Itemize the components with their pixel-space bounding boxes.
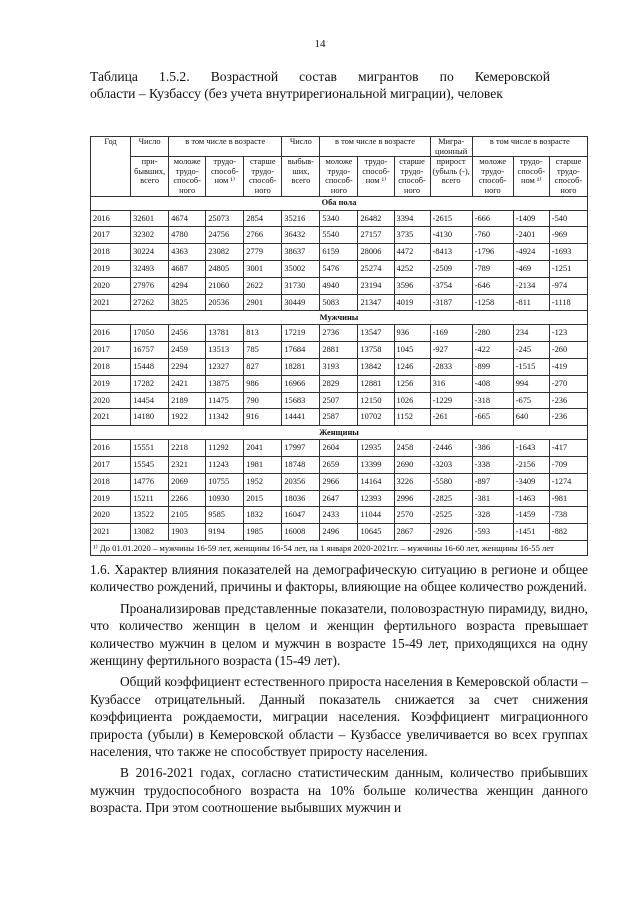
value-cell: 1246: [394, 358, 430, 375]
value-cell: 20356: [282, 473, 320, 490]
value-cell: 5476: [320, 260, 358, 277]
value-cell: 25274: [358, 260, 394, 277]
value-cell: 2901: [244, 294, 282, 311]
value-cell: 1152: [394, 409, 430, 426]
value-cell: 14454: [131, 392, 169, 409]
value-cell: -5580: [430, 473, 472, 490]
value-cell: 2587: [320, 409, 358, 426]
value-cell: 31730: [282, 277, 320, 294]
value-cell: 3001: [244, 260, 282, 277]
section-row: [91, 311, 588, 325]
value-cell: 21347: [358, 294, 394, 311]
value-cell: -2926: [430, 524, 472, 541]
value-cell: -1463: [513, 490, 549, 507]
value-cell: 18036: [282, 490, 320, 507]
value-cell: 11342: [206, 409, 244, 426]
value-cell: 10702: [358, 409, 394, 426]
paragraph: Общий коэффициент естественного прироста населения в Кемеровской области – Кузбассе отрицательный. Данный показатель снижается за счет снижения коэффициента рождаемости, миграции населения. Коэффициент миграционного прироста (убыли) в Кемеровской области – Кузбассе увеличивается во всех группах населения, что также не способствует приросту населения.: [90, 674, 588, 760]
value-cell: 11475: [206, 392, 244, 409]
value-cell: -3203: [430, 456, 472, 473]
value-cell: 21060: [206, 277, 244, 294]
value-cell: -169: [430, 325, 472, 342]
value-cell: -2446: [430, 440, 472, 457]
value-cell: -4130: [430, 227, 472, 244]
value-cell: 26482: [358, 210, 394, 227]
value-cell: 2570: [394, 507, 430, 524]
value-cell: 25073: [206, 210, 244, 227]
value-cell: -338: [472, 456, 513, 473]
value-cell: -419: [549, 358, 587, 375]
col-migration-young: моложе трудо-способ-ного: [472, 157, 513, 196]
value-cell: 36432: [282, 227, 320, 244]
value-cell: 3735: [394, 227, 430, 244]
table-row: [91, 409, 588, 426]
value-cell: -4924: [513, 244, 549, 261]
value-cell: 14776: [131, 473, 169, 490]
table-row: [91, 473, 588, 490]
value-cell: 2507: [320, 392, 358, 409]
value-cell: 4674: [169, 210, 206, 227]
table-row: [91, 358, 588, 375]
value-cell: 2854: [244, 210, 282, 227]
value-cell: -261: [430, 409, 472, 426]
year-cell: 2018: [91, 244, 131, 261]
value-cell: 13082: [131, 524, 169, 541]
value-cell: 14164: [358, 473, 394, 490]
col-migration-total: прирост (убыль (-), всего: [430, 157, 472, 196]
value-cell: 15211: [131, 490, 169, 507]
value-cell: 2867: [394, 524, 430, 541]
value-cell: -123: [549, 325, 587, 342]
value-cell: 2456: [169, 325, 206, 342]
value-cell: 1981: [244, 456, 282, 473]
value-cell: -1118: [549, 294, 587, 311]
value-cell: -593: [472, 524, 513, 541]
value-cell: 16966: [282, 375, 320, 392]
col-departed: Число: [282, 137, 320, 157]
value-cell: 2015: [244, 490, 282, 507]
table-body: [91, 196, 588, 540]
body-text: [90, 561, 588, 817]
value-cell: 27262: [131, 294, 169, 311]
value-cell: 14441: [282, 409, 320, 426]
value-cell: 3193: [320, 358, 358, 375]
value-cell: -2509: [430, 260, 472, 277]
year-cell: 2020: [91, 392, 131, 409]
caption-line-2: области – Кузбассу (без учета внутрирегиональной миграции), человек: [90, 86, 503, 101]
value-cell: 2966: [320, 473, 358, 490]
paragraph-section-heading: 1.6. Характер влияния показателей на демографическую ситуацию в регионе и общее количество рождений, причины и факторы, влияющие на общее количество рождений.: [90, 562, 588, 595]
value-cell: -236: [549, 409, 587, 426]
value-cell: 12935: [358, 440, 394, 457]
value-cell: 2458: [394, 440, 430, 457]
value-cell: -540: [549, 210, 587, 227]
value-cell: 17997: [282, 440, 320, 457]
value-cell: -927: [430, 342, 472, 359]
value-cell: 4780: [169, 227, 206, 244]
value-cell: 2321: [169, 456, 206, 473]
table-row: [91, 490, 588, 507]
value-cell: -270: [549, 375, 587, 392]
year-cell: 2021: [91, 294, 131, 311]
paragraph: В 2016-2021 годах, согласно статистическим данным, количество прибывших мужчин трудоспособного возраста на 10% больше количества женщин данного возраста. При этом соотношение выбывших мужчин и: [90, 765, 588, 816]
col-arrived-total: при-бывших, всего: [131, 157, 169, 196]
table-row: [91, 244, 588, 261]
col-migration: Мигра-ционный: [430, 137, 472, 157]
year-cell: 2020: [91, 277, 131, 294]
col-arrived-older: старше трудо-способ-ного: [244, 157, 282, 196]
value-cell: -328: [472, 507, 513, 524]
table-row: [91, 456, 588, 473]
value-cell: -2615: [430, 210, 472, 227]
value-cell: 24805: [206, 260, 244, 277]
year-cell: 2018: [91, 358, 131, 375]
page-number: 14: [314, 38, 326, 50]
value-cell: 14180: [131, 409, 169, 426]
value-cell: -1796: [472, 244, 513, 261]
col-arrived-young: моложе трудо-способ-ного: [169, 157, 206, 196]
value-cell: 13842: [358, 358, 394, 375]
value-cell: 13781: [206, 325, 244, 342]
value-cell: -646: [472, 277, 513, 294]
value-cell: -974: [549, 277, 587, 294]
value-cell: 1952: [244, 473, 282, 490]
value-cell: 15683: [282, 392, 320, 409]
value-cell: -665: [472, 409, 513, 426]
value-cell: 640: [513, 409, 549, 426]
table-row: [91, 210, 588, 227]
value-cell: 790: [244, 392, 282, 409]
value-cell: -2525: [430, 507, 472, 524]
value-cell: 11243: [206, 456, 244, 473]
value-cell: 827: [244, 358, 282, 375]
value-cell: 3596: [394, 277, 430, 294]
value-cell: -408: [472, 375, 513, 392]
value-cell: 2266: [169, 490, 206, 507]
value-cell: 936: [394, 325, 430, 342]
col-departed-young: моложе трудо-способ-ного: [320, 157, 358, 196]
value-cell: -811: [513, 294, 549, 311]
value-cell: 16008: [282, 524, 320, 541]
table-row: [91, 277, 588, 294]
value-cell: 12327: [206, 358, 244, 375]
value-cell: -2833: [430, 358, 472, 375]
value-cell: -1251: [549, 260, 587, 277]
year-cell: 2016: [91, 440, 131, 457]
value-cell: -1229: [430, 392, 472, 409]
year-cell: 2018: [91, 473, 131, 490]
value-cell: -2825: [430, 490, 472, 507]
value-cell: 27157: [358, 227, 394, 244]
value-cell: -236: [549, 392, 587, 409]
value-cell: 994: [513, 375, 549, 392]
value-cell: 32493: [131, 260, 169, 277]
value-cell: 3394: [394, 210, 430, 227]
value-cell: -981: [549, 490, 587, 507]
value-cell: 2294: [169, 358, 206, 375]
year-cell: 2017: [91, 342, 131, 359]
section-title: Мужчины: [91, 311, 588, 325]
value-cell: 13522: [131, 507, 169, 524]
value-cell: -897: [472, 473, 513, 490]
value-cell: 11292: [206, 440, 244, 457]
table-row: [91, 507, 588, 524]
value-cell: 18748: [282, 456, 320, 473]
table-row: [91, 227, 588, 244]
value-cell: 18281: [282, 358, 320, 375]
value-cell: 15448: [131, 358, 169, 375]
value-cell: 2041: [244, 440, 282, 457]
year-cell: 2019: [91, 490, 131, 507]
value-cell: 3226: [394, 473, 430, 490]
col-departed-total: выбыв-ших, всего: [282, 157, 320, 196]
value-cell: 12150: [358, 392, 394, 409]
value-cell: -1515: [513, 358, 549, 375]
value-cell: -3409: [513, 473, 549, 490]
value-cell: 12881: [358, 375, 394, 392]
value-cell: 23194: [358, 277, 394, 294]
value-cell: 16047: [282, 507, 320, 524]
value-cell: 5540: [320, 227, 358, 244]
value-cell: -1409: [513, 210, 549, 227]
value-cell: 3825: [169, 294, 206, 311]
table-footnote: ¹⁾ До 01.01.2020 – мужчины 16-59 лет, женщины 16-54 лет, на 1 января 2020-2021гг. – мужчины 16-60 лет, женщины 16-55 лет: [91, 540, 588, 555]
value-cell: 2736: [320, 325, 358, 342]
year-cell: 2021: [91, 524, 131, 541]
value-cell: 2459: [169, 342, 206, 359]
value-cell: 5083: [320, 294, 358, 311]
value-cell: -760: [472, 227, 513, 244]
caption-line-1: Таблица 1.5.2. Возрастной состав мигрантов по Кемеровской: [90, 69, 550, 84]
table-row: [91, 392, 588, 409]
value-cell: 27976: [131, 277, 169, 294]
section-title: Оба пола: [91, 196, 588, 210]
value-cell: 2218: [169, 440, 206, 457]
table-row: [91, 294, 588, 311]
value-cell: -2156: [513, 456, 549, 473]
value-cell: 785: [244, 342, 282, 359]
value-cell: 2433: [320, 507, 358, 524]
col-migration-older: старше трудо-способ-ного: [549, 157, 587, 196]
section-row: [91, 196, 588, 210]
section-title: Женщины: [91, 426, 588, 440]
value-cell: -386: [472, 440, 513, 457]
value-cell: -1643: [513, 440, 549, 457]
table-row: [91, 524, 588, 541]
year-cell: 2016: [91, 325, 131, 342]
value-cell: -280: [472, 325, 513, 342]
value-cell: -318: [472, 392, 513, 409]
value-cell: -789: [472, 260, 513, 277]
value-cell: -1693: [549, 244, 587, 261]
value-cell: 2069: [169, 473, 206, 490]
value-cell: 2105: [169, 507, 206, 524]
value-cell: -417: [549, 440, 587, 457]
value-cell: 17219: [282, 325, 320, 342]
table-row: [91, 260, 588, 277]
value-cell: 28006: [358, 244, 394, 261]
value-cell: 2647: [320, 490, 358, 507]
value-cell: -738: [549, 507, 587, 524]
value-cell: 10645: [358, 524, 394, 541]
value-cell: 1256: [394, 375, 430, 392]
value-cell: -1258: [472, 294, 513, 311]
value-cell: 30224: [131, 244, 169, 261]
value-cell: 30449: [282, 294, 320, 311]
value-cell: -2401: [513, 227, 549, 244]
value-cell: 16757: [131, 342, 169, 359]
value-cell: 1045: [394, 342, 430, 359]
table-caption: [90, 68, 550, 102]
table-row: [91, 342, 588, 359]
value-cell: 2421: [169, 375, 206, 392]
value-cell: 11044: [358, 507, 394, 524]
value-cell: 23082: [206, 244, 244, 261]
value-cell: 916: [244, 409, 282, 426]
value-cell: 10930: [206, 490, 244, 507]
paragraph: Проанализировав представленные показатели, половозрастную пирамиду, видно, что количество женщин в целом и женщин фертильного возраста превышает количество мужчин в целом и мужчин в возрасте 15-49 лет, приходящихся на одну женщину фертильного возраста (15-49 лет).: [90, 600, 588, 669]
value-cell: -3754: [430, 277, 472, 294]
value-cell: 4363: [169, 244, 206, 261]
value-cell: 24756: [206, 227, 244, 244]
year-cell: 2019: [91, 375, 131, 392]
section-row: [91, 426, 588, 440]
value-cell: 234: [513, 325, 549, 342]
value-cell: 17050: [131, 325, 169, 342]
value-cell: 12393: [358, 490, 394, 507]
value-cell: 17684: [282, 342, 320, 359]
value-cell: 17282: [131, 375, 169, 392]
value-cell: -882: [549, 524, 587, 541]
year-cell: 2016: [91, 210, 131, 227]
value-cell: 15545: [131, 456, 169, 473]
value-cell: 4252: [394, 260, 430, 277]
table-row: [91, 375, 588, 392]
value-cell: 2766: [244, 227, 282, 244]
value-cell: 986: [244, 375, 282, 392]
value-cell: 1922: [169, 409, 206, 426]
value-cell: 13547: [358, 325, 394, 342]
table-header: [91, 137, 588, 197]
col-year: Год: [91, 137, 131, 197]
value-cell: 2829: [320, 375, 358, 392]
value-cell: 4687: [169, 260, 206, 277]
value-cell: 2189: [169, 392, 206, 409]
value-cell: 38637: [282, 244, 320, 261]
year-cell: 2017: [91, 456, 131, 473]
value-cell: 2996: [394, 490, 430, 507]
value-cell: 1903: [169, 524, 206, 541]
value-cell: 4294: [169, 277, 206, 294]
value-cell: 13399: [358, 456, 394, 473]
value-cell: -469: [513, 260, 549, 277]
value-cell: -675: [513, 392, 549, 409]
table-row: [91, 440, 588, 457]
col-arrived: Число: [131, 137, 169, 157]
value-cell: 4940: [320, 277, 358, 294]
value-cell: -245: [513, 342, 549, 359]
value-cell: 6159: [320, 244, 358, 261]
value-cell: -8413: [430, 244, 472, 261]
value-cell: 13875: [206, 375, 244, 392]
value-cell: -899: [472, 358, 513, 375]
value-cell: 2622: [244, 277, 282, 294]
value-cell: -1274: [549, 473, 587, 490]
value-cell: 1832: [244, 507, 282, 524]
col-arrived-working: трудо-способ-ном ¹⁾: [206, 157, 244, 196]
value-cell: 2659: [320, 456, 358, 473]
value-cell: 32302: [131, 227, 169, 244]
col-departed-older: старше трудо-способ-ного: [394, 157, 430, 196]
value-cell: 2496: [320, 524, 358, 541]
value-cell: 4472: [394, 244, 430, 261]
value-cell: 2881: [320, 342, 358, 359]
col-migration-working: трудо-способ-ном ¹⁾: [513, 157, 549, 196]
value-cell: 1026: [394, 392, 430, 409]
year-cell: 2019: [91, 260, 131, 277]
year-cell: 2021: [91, 409, 131, 426]
value-cell: 2779: [244, 244, 282, 261]
value-cell: -260: [549, 342, 587, 359]
value-cell: -2134: [513, 277, 549, 294]
value-cell: 13758: [358, 342, 394, 359]
value-cell: 2604: [320, 440, 358, 457]
value-cell: 5340: [320, 210, 358, 227]
value-cell: -969: [549, 227, 587, 244]
year-cell: 2020: [91, 507, 131, 524]
year-cell: 2017: [91, 227, 131, 244]
value-cell: 813: [244, 325, 282, 342]
value-cell: -1451: [513, 524, 549, 541]
value-cell: -3187: [430, 294, 472, 311]
value-cell: 1985: [244, 524, 282, 541]
value-cell: -666: [472, 210, 513, 227]
col-group-departed-age: в том числе в возрасте: [320, 137, 430, 157]
value-cell: 35216: [282, 210, 320, 227]
value-cell: 9194: [206, 524, 244, 541]
table-row: [91, 325, 588, 342]
col-departed-working: трудо-способ-ном ¹⁾: [358, 157, 394, 196]
value-cell: 316: [430, 375, 472, 392]
col-group-migration-age: в том числе в возрасте: [472, 137, 587, 157]
value-cell: 13513: [206, 342, 244, 359]
value-cell: -422: [472, 342, 513, 359]
value-cell: 9585: [206, 507, 244, 524]
value-cell: -381: [472, 490, 513, 507]
value-cell: 15551: [131, 440, 169, 457]
value-cell: -709: [549, 456, 587, 473]
value-cell: 32601: [131, 210, 169, 227]
value-cell: 35002: [282, 260, 320, 277]
value-cell: 10755: [206, 473, 244, 490]
migrants-table: [90, 136, 588, 556]
value-cell: 4019: [394, 294, 430, 311]
value-cell: 20536: [206, 294, 244, 311]
col-group-arrived-age: в том числе в возрасте: [169, 137, 282, 157]
value-cell: -1459: [513, 507, 549, 524]
value-cell: 2690: [394, 456, 430, 473]
